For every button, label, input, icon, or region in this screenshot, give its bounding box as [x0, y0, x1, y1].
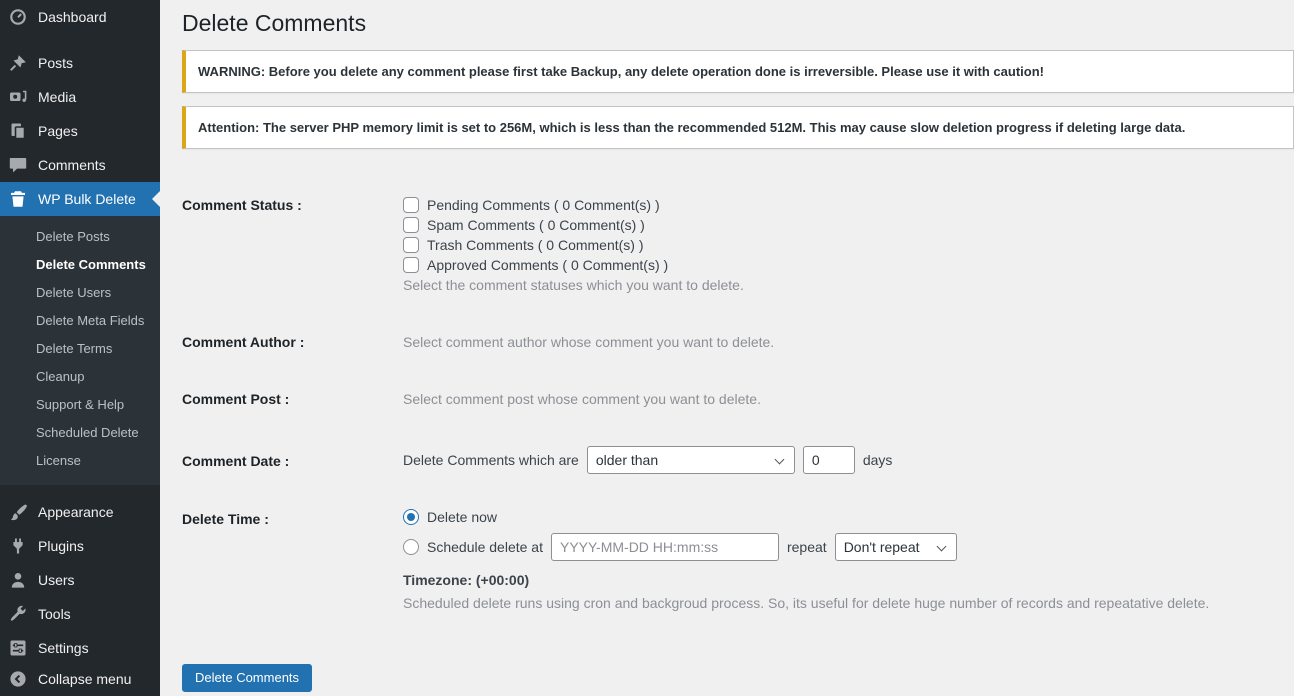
sidebar-item-wp-bulk-delete[interactable] — [0, 182, 160, 216]
trash-comments-option — [403, 235, 744, 255]
sidebar-item-label: WP Bulk Delete — [38, 191, 136, 207]
sidebar-item-scheduled-delete[interactable]: Scheduled Delete — [36, 425, 139, 440]
date-prefix-text: Delete Comments which are — [403, 452, 579, 468]
schedule-delete-radio[interactable] — [403, 539, 419, 555]
sidebar-item-cleanup[interactable]: Cleanup — [36, 369, 85, 384]
comment-bubble-icon — [8, 155, 28, 175]
notice-text: WARNING: Before you delete any comment please first take Backup, any delete operation done is irreversible. Please use it with caution! — [198, 64, 1044, 79]
comment-author-help: Select comment author whose comment you want to delete. — [403, 334, 775, 350]
sidebar-item-label: Media — [38, 89, 77, 105]
sidebar-item-posts[interactable] — [0, 46, 160, 80]
schedule-delete-line — [403, 533, 1209, 561]
menu-separator — [0, 34, 160, 46]
wp-bulk-delete-submenu — [0, 216, 160, 485]
schedule-help-text: Scheduled delete runs using cron and backgroud process. So, its useful for delete huge number of records and repeatative delete. — [403, 595, 1210, 611]
sidebar-item-users[interactable] — [0, 563, 160, 597]
sidebar-item-tools[interactable] — [0, 597, 160, 631]
sidebar-item-label: Dashboard — [38, 9, 107, 25]
schedule-datetime-input[interactable] — [551, 533, 779, 561]
sidebar-item-dashboard[interactable] — [0, 0, 160, 34]
spam-comments-checkbox[interactable] — [403, 217, 419, 233]
main-content — [160, 0, 1294, 696]
radio-label: Schedule delete at — [427, 539, 543, 555]
page-title: Delete Comments — [182, 10, 367, 36]
approved-comments-checkbox[interactable] — [403, 257, 419, 273]
repeat-select[interactable] — [836, 534, 956, 560]
menu-separator — [0, 485, 160, 495]
sidebar-item-label: Tools — [38, 606, 71, 622]
sidebar-item-label: Users — [38, 572, 75, 588]
checkbox-label: Spam Comments ( 0 Comment(s) ) — [427, 217, 645, 233]
sidebar-item-pages[interactable] — [0, 114, 160, 148]
checkbox-label: Trash Comments ( 0 Comment(s) ) — [427, 237, 644, 253]
pending-comments-option — [403, 195, 744, 215]
sidebar-item-comments[interactable] — [0, 148, 160, 182]
sidebar-item-label: Collapse menu — [38, 671, 132, 687]
delete-comments-button[interactable]: Delete Comments — [182, 664, 312, 692]
sidebar-item-label: Pages — [38, 123, 78, 139]
comment-author-label: Comment Author : — [182, 334, 305, 350]
comment-date-row — [182, 446, 1270, 474]
days-suffix-text: days — [862, 452, 893, 468]
sidebar-item-appearance[interactable] — [0, 495, 160, 529]
admin-sidebar — [0, 0, 160, 696]
user-icon — [8, 570, 28, 590]
delete-now-radio[interactable] — [403, 509, 419, 525]
sidebar-item-label: Plugins — [38, 538, 84, 554]
delete-now-option — [403, 506, 1209, 528]
pages-icon — [8, 121, 28, 141]
comment-post-help: Select comment post whose comment you want to delete. — [403, 391, 761, 407]
comment-status-label: Comment Status : — [182, 197, 302, 213]
delete-time-row — [182, 506, 1270, 614]
checkbox-label: Approved Comments ( 0 Comment(s) ) — [427, 257, 669, 273]
media-icon — [8, 87, 28, 107]
repeat-label: repeat — [786, 539, 827, 555]
days-input[interactable] — [803, 446, 855, 474]
comment-post-row — [182, 389, 1270, 410]
spam-comments-option — [403, 215, 744, 235]
sliders-icon — [8, 638, 28, 658]
date-operator-select[interactable] — [588, 447, 794, 473]
pin-icon — [8, 53, 28, 73]
repeat-select-wrap — [835, 533, 957, 561]
sidebar-item-label: Comments — [38, 157, 106, 173]
pending-comments-checkbox[interactable] — [403, 197, 419, 213]
sidebar-item-delete-posts[interactable]: Delete Posts — [36, 229, 110, 244]
date-operator-select-wrap — [587, 446, 795, 474]
sidebar-item-support-help[interactable]: Support & Help — [36, 397, 125, 412]
sidebar-item-delete-comments[interactable]: Delete Comments — [36, 257, 146, 272]
plug-icon — [8, 536, 28, 556]
sidebar-item-plugins[interactable] — [0, 529, 160, 563]
comment-post-label: Comment Post : — [182, 391, 290, 407]
radio-label: Delete now — [427, 509, 498, 525]
sidebar-item-media[interactable] — [0, 80, 160, 114]
wrench-icon — [8, 604, 28, 624]
sidebar-item-license[interactable]: License — [36, 453, 81, 468]
comment-status-help: Select the comment statuses which you want to delete. — [403, 277, 744, 293]
brush-icon — [8, 502, 28, 522]
checkbox-label: Pending Comments ( 0 Comment(s) ) — [427, 197, 660, 213]
dashboard-icon — [8, 7, 28, 27]
comment-author-row — [182, 332, 1270, 353]
sidebar-item-delete-terms[interactable]: Delete Terms — [36, 341, 113, 356]
notice-warning-memory — [182, 106, 1294, 149]
collapse-menu-button[interactable] — [0, 662, 160, 696]
trash-icon — [8, 189, 28, 209]
sidebar-item-delete-meta-fields[interactable]: Delete Meta Fields — [36, 313, 145, 328]
sidebar-item-label: Settings — [38, 640, 89, 656]
comment-date-label: Comment Date : — [182, 453, 290, 469]
delete-comments-form — [182, 195, 1294, 692]
trash-comments-checkbox[interactable] — [403, 237, 419, 253]
collapse-arrow-icon — [8, 669, 28, 689]
sidebar-item-delete-users[interactable]: Delete Users — [36, 285, 112, 300]
notice-warning-backup — [182, 50, 1294, 93]
delete-time-label: Delete Time : — [182, 511, 269, 527]
timezone-text: Timezone: (+00:00) — [403, 572, 530, 588]
notice-text: Attention: The server PHP memory limit is set to 256M, which is less than the recommended 512M. This may cause slow deletion progress if deleting large data. — [198, 120, 1186, 135]
comment-status-row — [182, 195, 1270, 296]
sidebar-item-label: Posts — [38, 55, 74, 71]
sidebar-item-label: Appearance — [38, 504, 114, 520]
sidebar-item-settings[interactable] — [0, 631, 160, 665]
approved-comments-option — [403, 255, 744, 275]
